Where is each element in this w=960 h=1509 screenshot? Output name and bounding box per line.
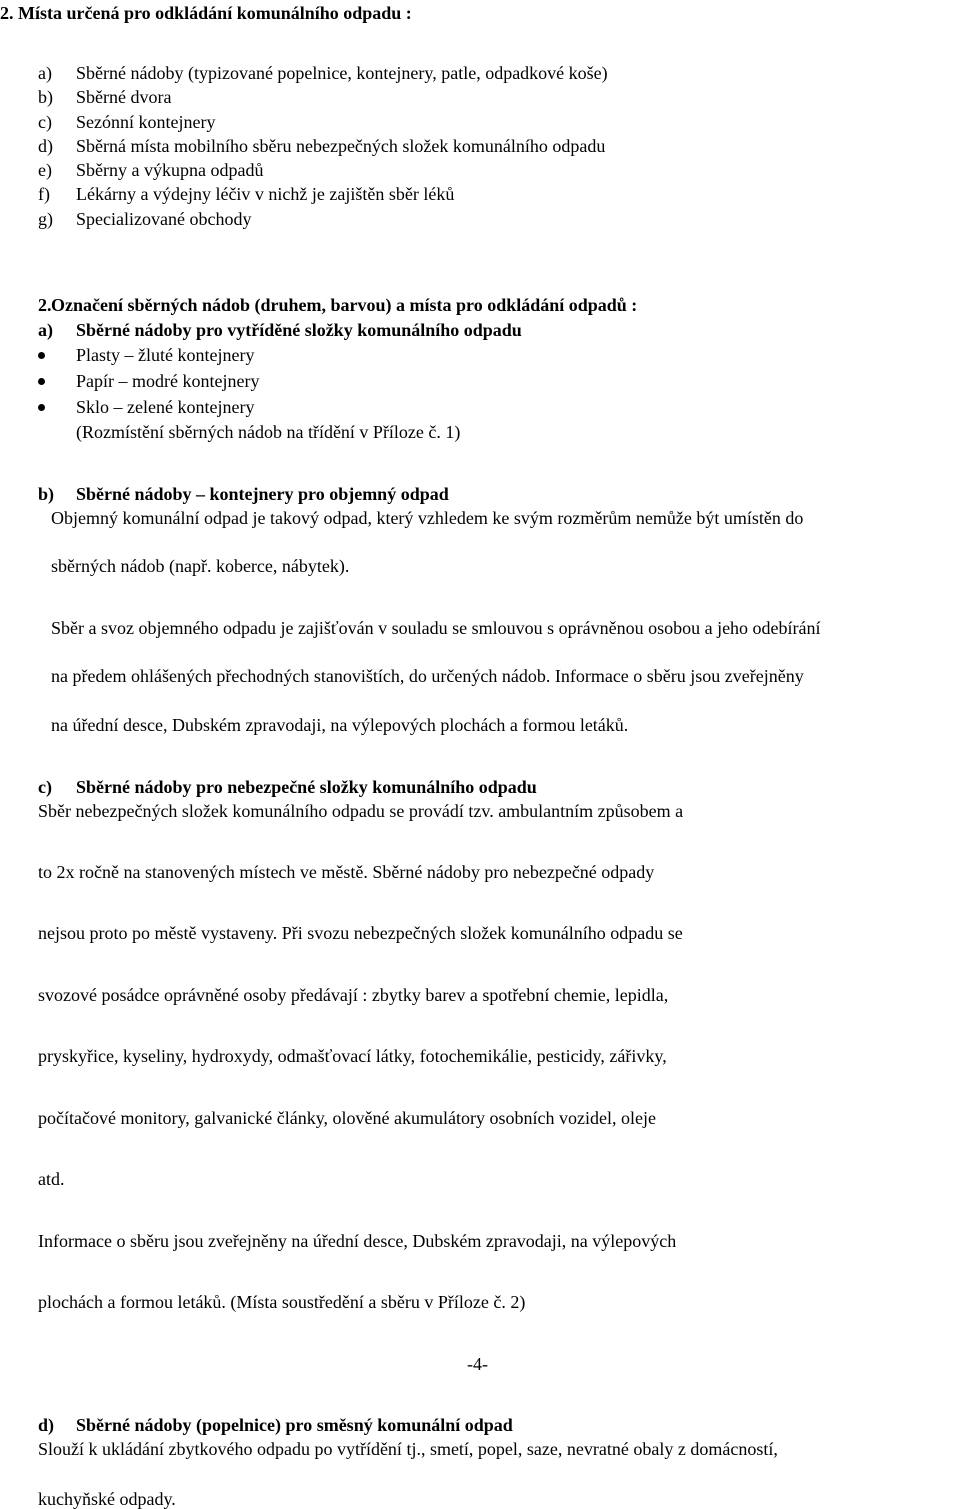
section-2-number: 2. xyxy=(38,295,52,315)
list-item-text: Sběrná místa mobilního sběru nebezpečných složek komunálního odpadu xyxy=(76,136,606,156)
paragraph-line: na úřední desce, Dubském zpravodaji, na výlepových plochách a formou letáků. xyxy=(51,715,629,735)
paragraph-line: na předem ohlášených přechodných stanovištích, do určených nádob. Informace o sběru jsou zveřejněny xyxy=(51,666,804,686)
sub-c-label: c) xyxy=(38,777,52,797)
paragraph-line: Sběr a svoz objemného odpadu je zajišťován v souladu se smlouvou s oprávněnou osobou a jeho odebírání xyxy=(51,618,821,638)
sub-b-label: b) xyxy=(38,484,55,504)
paragraph-line: pryskyřice, kyseliny, hydroxydy, odmašťovací látky, fotochemikálie, pesticidy, zářivky, xyxy=(38,1046,667,1066)
section-1-heading: 2. Místa určená pro odkládání komunálního odpadu : xyxy=(0,3,412,23)
page-number: -4- xyxy=(467,1354,488,1374)
bullet-icon xyxy=(38,352,45,359)
list-item-label: d) xyxy=(38,136,53,156)
list-item-label: g) xyxy=(38,209,53,229)
bullet-text: Sklo – zelené kontejnery xyxy=(76,397,255,417)
sub-a-note: (Rozmístění sběrných nádob na třídění v Příloze č. 1) xyxy=(76,422,461,442)
paragraph-line: Informace o sběru jsou zveřejněny na úřední desce, Dubském zpravodaji, na výlepových xyxy=(38,1231,677,1251)
paragraph-line: atd. xyxy=(38,1169,65,1189)
paragraph-line: nejsou proto po městě vystaveny. Při svozu nebezpečných složek komunálního odpadu se xyxy=(38,923,683,943)
paragraph-line: Objemný komunální odpad je takový odpad, který vzhledem ke svým rozměrům nemůže být umístěn do xyxy=(51,508,804,528)
paragraph-line: kuchyňské odpady. xyxy=(38,1489,176,1509)
bullet-icon xyxy=(38,404,45,411)
sub-d-label: d) xyxy=(38,1415,55,1435)
paragraph-line: Sběr nebezpečných složek komunálního odpadu se provádí tzv. ambulantním způsobem a xyxy=(38,801,684,821)
paragraph-line: to 2x ročně na stanovených místech ve městě. Sběrné nádoby pro nebezpečné odpady xyxy=(38,862,655,882)
paragraph-line: počítačové monitory, galvanické články, olověné akumulátory osobních vozidel, oleje xyxy=(38,1108,656,1128)
list-item-text: Sezónní kontejnery xyxy=(76,112,216,132)
list-item-text: Sběrny a výkupna odpadů xyxy=(76,160,264,180)
paragraph-line: svozové posádce oprávněné osoby předávají : zbytky barev a spotřební chemie, lepidla, xyxy=(38,985,669,1005)
sub-a-title: Sběrné nádoby pro vytříděné složky komunálního odpadu xyxy=(76,320,522,340)
list-item-text: Specializované obchody xyxy=(76,209,252,229)
bullet-text: Plasty – žluté kontejnery xyxy=(76,345,255,365)
list-item-text: Lékárny a výdejny léčiv v nichž je zajištěn sběr léků xyxy=(76,184,455,204)
paragraph-line: plochách a formou letáků. (Místa soustředění a sběru v Příloze č. 2) xyxy=(38,1292,526,1312)
list-item-text: Sběrné dvora xyxy=(76,87,172,107)
section-2-heading: Označení sběrných nádob (druhem, barvou) a místa pro odkládání odpadů : xyxy=(51,295,638,315)
list-item-label: a) xyxy=(38,63,52,83)
sub-d-title: Sběrné nádoby (popelnice) pro směsný komunální odpad xyxy=(76,1415,513,1435)
list-item-label: b) xyxy=(38,87,53,107)
paragraph-line: sběrných nádob (např. koberce, nábytek). xyxy=(51,556,350,576)
list-item-label: f) xyxy=(38,184,50,204)
list-item-text: Sběrné nádoby (typizované popelnice, kontejnery, patle, odpadkové koše) xyxy=(76,63,608,83)
list-item-label: e) xyxy=(38,160,52,180)
sub-c-title: Sběrné nádoby pro nebezpečné složky komunálního odpadu xyxy=(76,777,537,797)
sub-b-title: Sběrné nádoby – kontejnery pro objemný odpad xyxy=(76,484,449,504)
bullet-icon xyxy=(38,378,45,385)
bullet-text: Papír – modré kontejnery xyxy=(76,371,260,391)
sub-a-label: a) xyxy=(38,320,53,340)
list-item-label: c) xyxy=(38,112,52,132)
paragraph-line: Slouží k ukládání zbytkového odpadu po vytřídění tj., smetí, popel, saze, nevratné obaly z domácností, xyxy=(38,1439,778,1459)
